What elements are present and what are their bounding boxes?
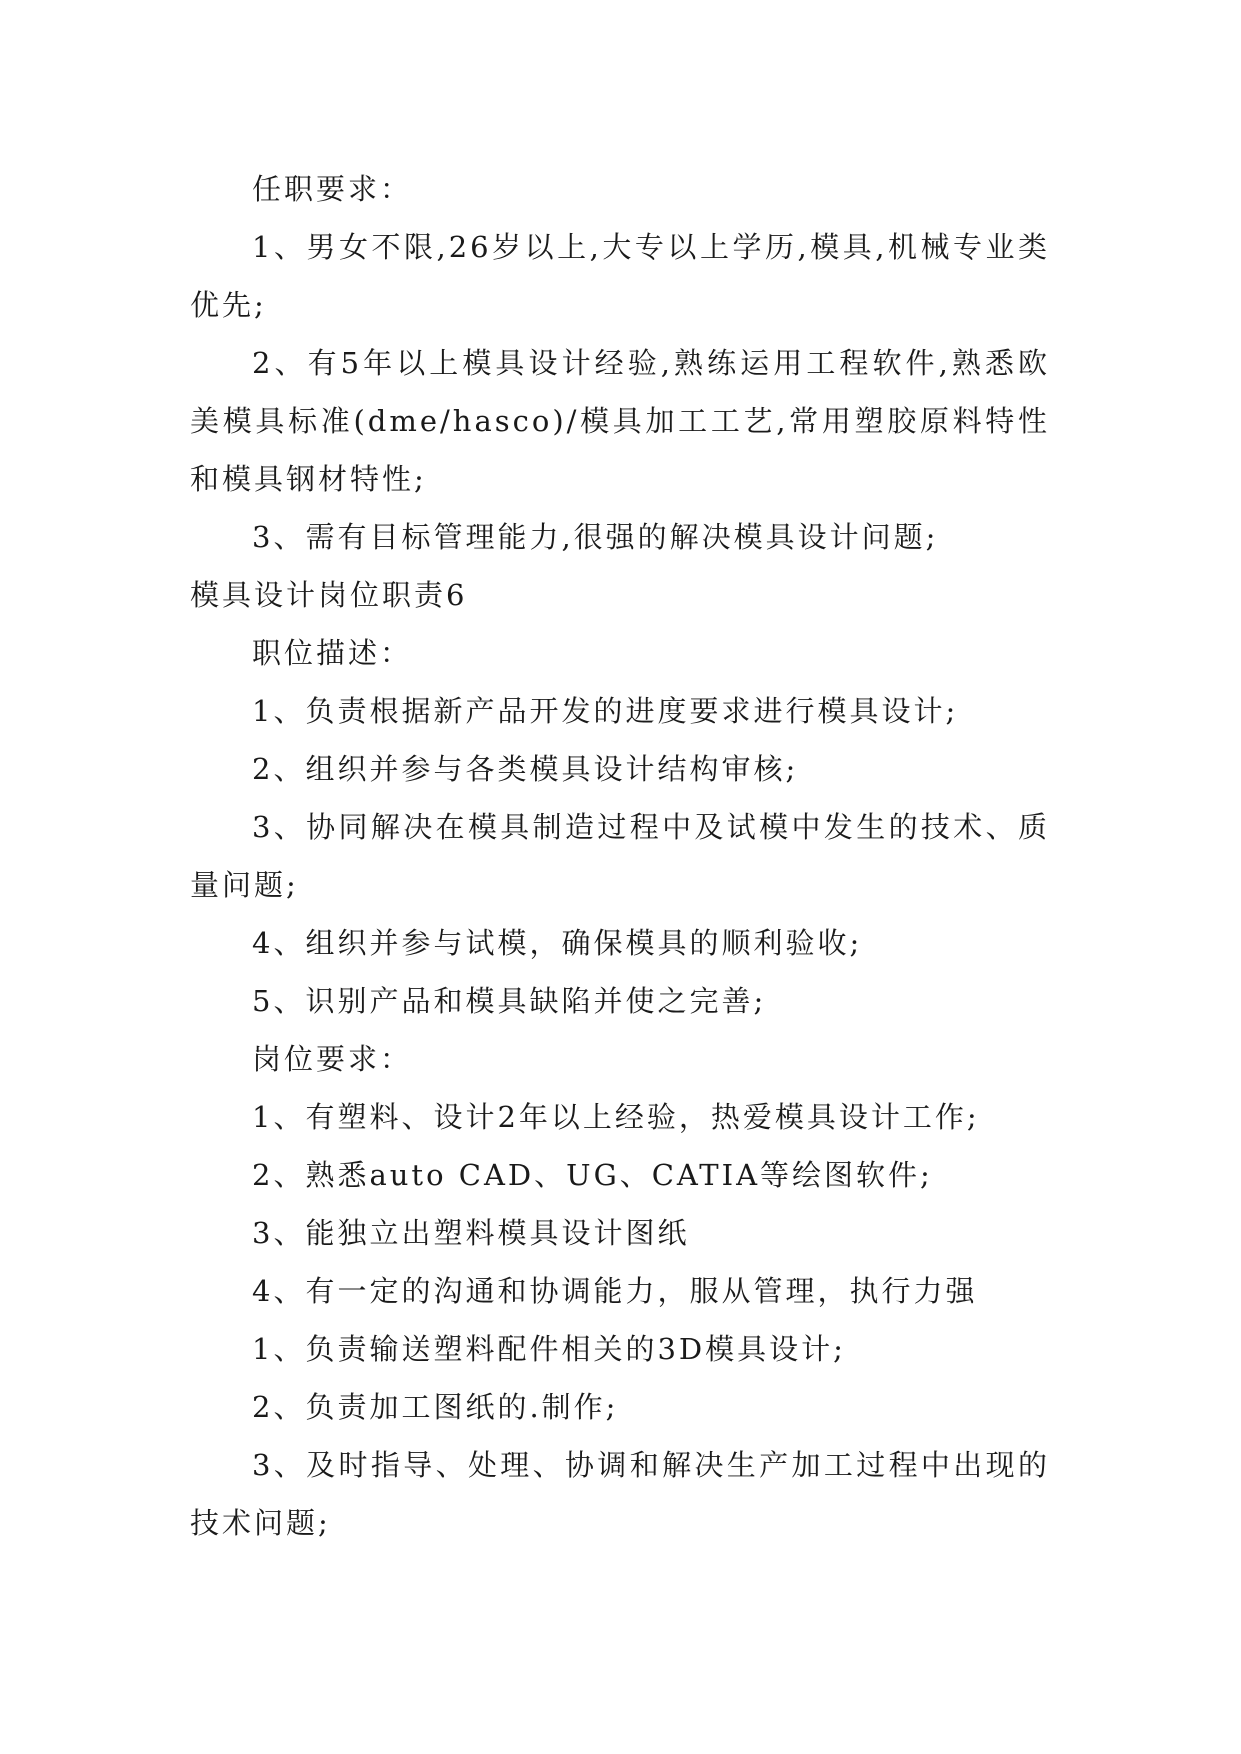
paragraph: 4、组织并参与试模，确保模具的顺利验收; xyxy=(252,926,863,960)
paragraph: 3、协同解决在模具制造过程中及试模中发生的技术、质量问题; xyxy=(190,810,1050,902)
paragraph: 2、有5年以上模具设计经验,熟练运用工程软件,熟悉欧美模具标准(dme/hasco)/模具加工工艺,常用塑胶原料特性和模具钢材特性; xyxy=(190,346,1050,496)
paragraph-post-requirements-heading: 岗位要求： xyxy=(252,1042,413,1076)
paragraph-requirements-heading: 任职要求： xyxy=(252,172,413,206)
document-body xyxy=(190,160,1050,1552)
paragraph: 5、识别产品和模具缺陷并使之完善; xyxy=(252,984,767,1018)
paragraph: 3、能独立出塑料模具设计图纸 xyxy=(252,1216,690,1250)
paragraph: 1、负责根据新产品开发的进度要求进行模具设计; xyxy=(252,694,959,728)
paragraph: 2、组织并参与各类模具设计结构审核; xyxy=(252,752,799,786)
paragraph: 3、及时指导、处理、协调和解决生产加工过程中出现的技术问题; xyxy=(190,1448,1050,1540)
section-title: 模具设计岗位职责6 xyxy=(190,578,468,612)
paragraph: 2、负责加工图纸的.制作; xyxy=(252,1390,619,1424)
paragraph: 2、熟悉auto CAD、UG、CATIA等绘图软件; xyxy=(252,1158,933,1192)
paragraph: 3、需有目标管理能力,很强的解决模具设计问题; xyxy=(252,520,939,554)
paragraph-description-heading: 职位描述： xyxy=(252,636,413,670)
paragraph: 1、有塑料、设计2年以上经验，热爱模具设计工作; xyxy=(252,1100,980,1134)
paragraph: 4、有一定的沟通和协调能力，服从管理，执行力强 xyxy=(252,1274,978,1308)
paragraph: 1、男女不限,26岁以上,大专以上学历,模具,机械专业类优先; xyxy=(190,230,1050,322)
paragraph: 1、负责输送塑料配件相关的3D模具设计; xyxy=(252,1332,846,1366)
